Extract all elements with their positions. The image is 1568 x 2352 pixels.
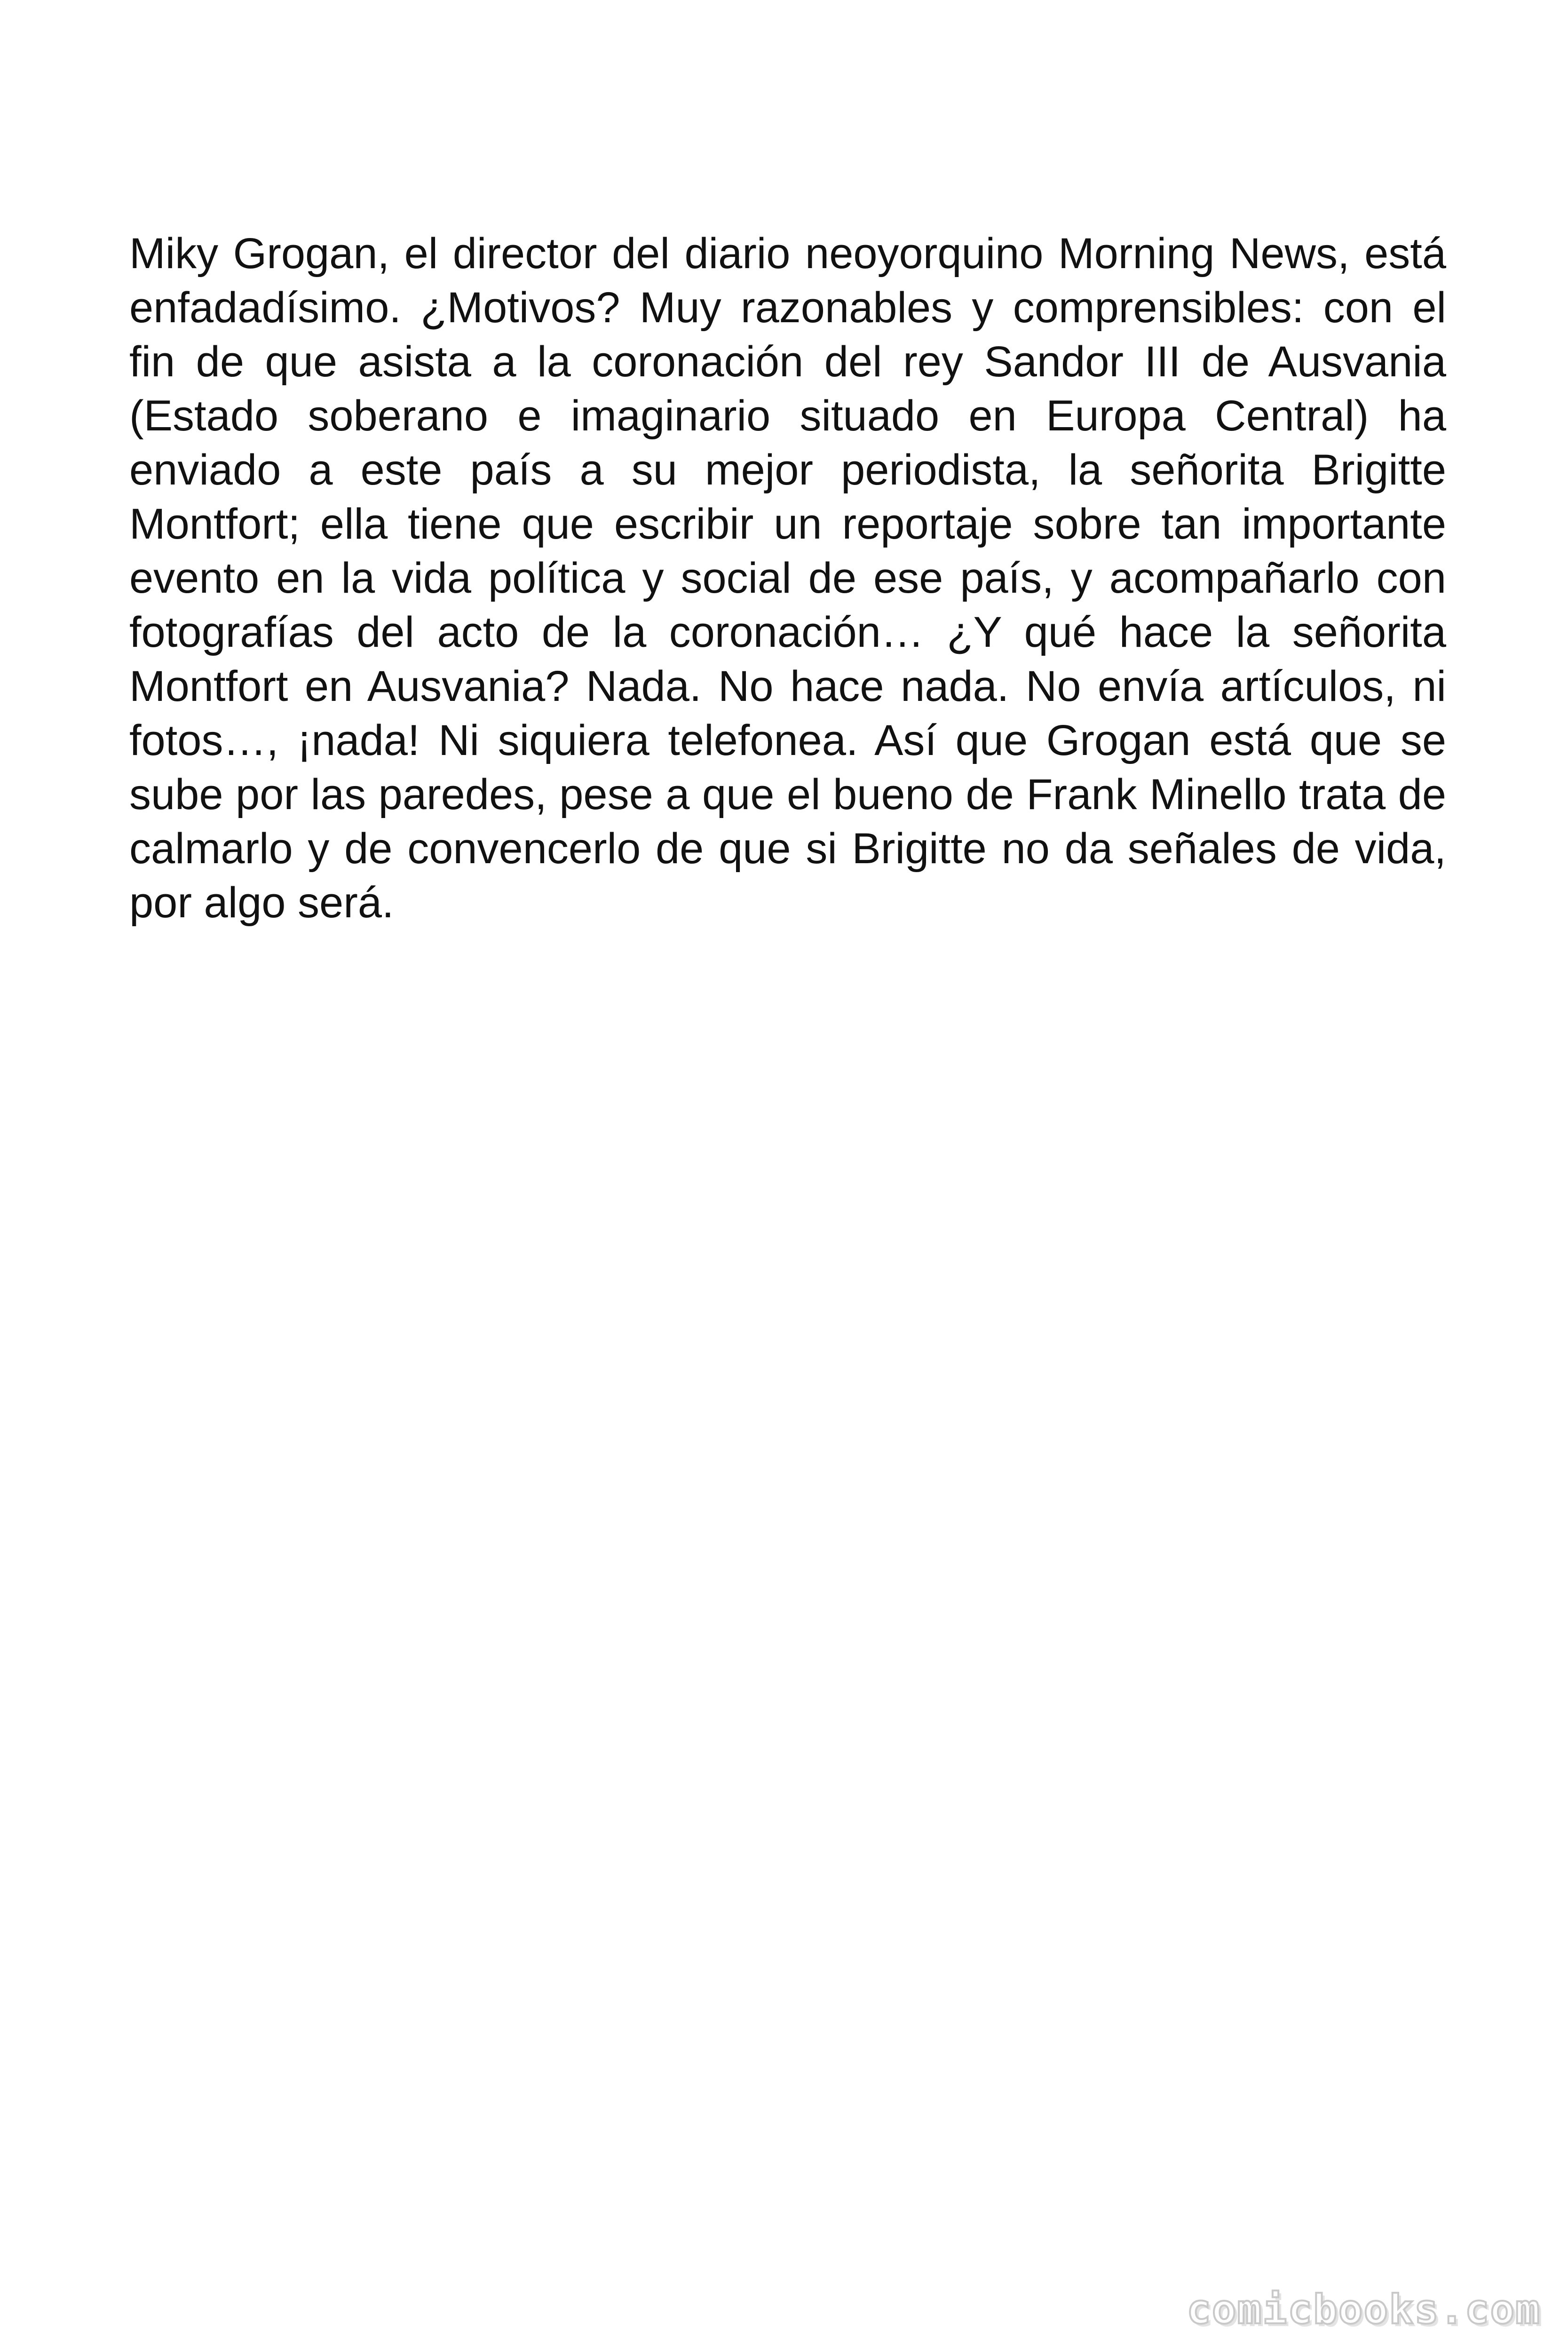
watermark: comicbooks.com [1187, 2286, 1541, 2333]
body-paragraph: Miky Grogan, el director del diario neoyorquino Morning News, está enfadadísimo. ¿Motivos? Muy razonables y comprensibles: con el fin de que asista a la coronación del rey Sandor III de Ausvania (Estado soberano e imaginario situado en Europa Central) ha enviado a este país a su mejor periodista, la señorita Brigitte Montfort; ella tiene que escribir un reportaje sobre tan importante evento en la vida política y social de ese país, y acompañarlo con fotografías del acto de la coronación… ¿Y qué hace la señorita Montfort en Ausvania? Nada. No hace nada. No envía artículos, ni fotos…, ¡nada! Ni siquiera telefonea. Así que Grogan está que se sube por las paredes, pese a que el bueno de Frank Minello trata de calmarlo y de convencerlo de que si Brigitte no da señales de vida, por algo será. [129, 230, 1446, 927]
